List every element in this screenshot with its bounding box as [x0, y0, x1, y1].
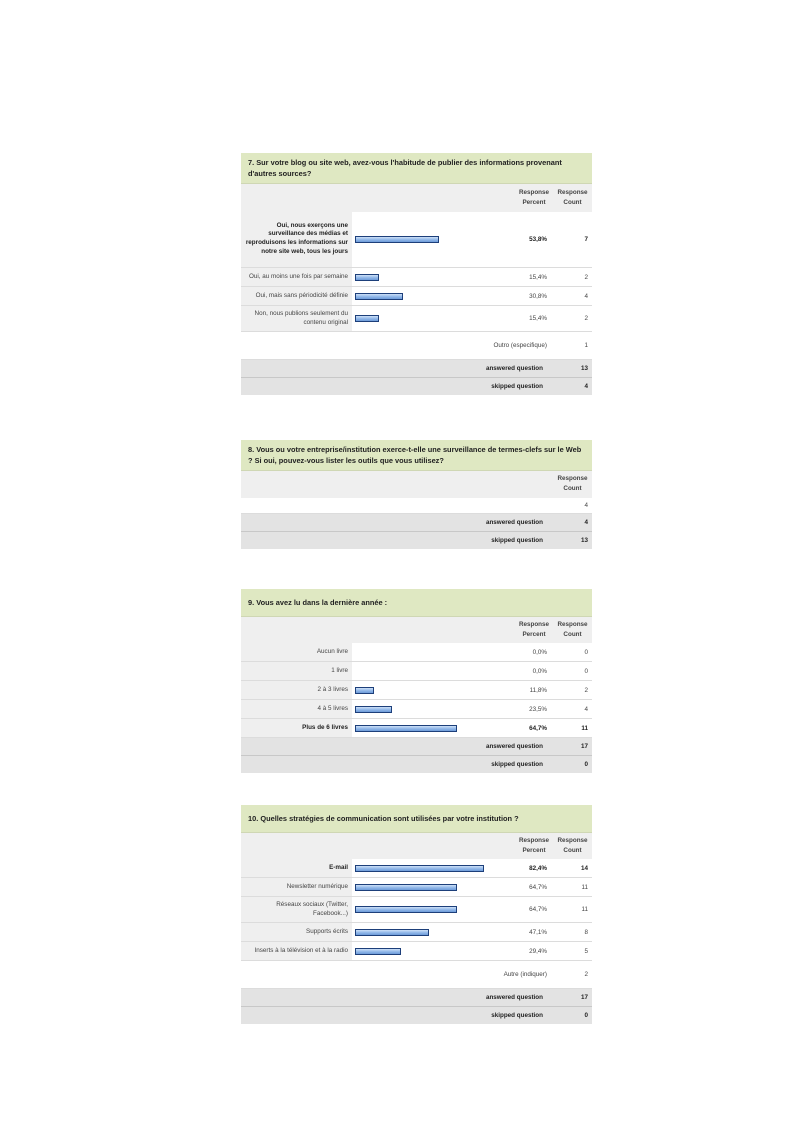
other-row [241, 961, 592, 989]
response-bar [355, 687, 374, 694]
answer-label: 2 à 3 livres [241, 681, 352, 700]
skipped-label: skipped question [241, 531, 553, 549]
answered-row [241, 360, 592, 378]
response-count: 14 [553, 859, 592, 878]
response-percent: 47,1% [515, 923, 553, 942]
skipped-row [241, 531, 592, 549]
response-percent: 15,4% [515, 268, 553, 287]
answer-label: Newsletter numérique [241, 878, 352, 897]
answered-row [241, 513, 592, 531]
answered-count: 17 [553, 738, 592, 756]
response-count: 8 [553, 923, 592, 942]
header-spacer [241, 616, 515, 643]
response-count: 11 [553, 897, 592, 923]
response-percent: 11,8% [515, 681, 553, 700]
question-9-table [241, 589, 592, 773]
response-bar [355, 293, 403, 300]
response-count: 0 [553, 643, 592, 662]
response-count-header: Response Count [553, 471, 592, 498]
response-count: 2 [553, 306, 592, 332]
table-row [241, 662, 592, 681]
answer-label: Aucun livre [241, 643, 352, 662]
other-count: 1 [553, 332, 592, 360]
header-spacer [241, 471, 553, 498]
answered-label: answered question [241, 360, 553, 378]
answered-count: 17 [553, 989, 592, 1007]
response-bar [355, 884, 457, 891]
response-count: 11 [553, 878, 592, 897]
response-bar [355, 929, 429, 936]
question-10-title: 10. Quelles stratégies de communication sont utilisées par votre institution ? [241, 805, 592, 832]
other-count: 2 [553, 961, 592, 989]
skipped-count: 4 [553, 378, 592, 396]
response-percent: 82,4% [515, 859, 553, 878]
response-percent: 29,4% [515, 942, 553, 961]
table-row [241, 287, 592, 306]
header-spacer [241, 832, 515, 859]
response-count: 2 [553, 268, 592, 287]
response-count-header: Response Count [553, 832, 592, 859]
skipped-row [241, 1007, 592, 1025]
question-9-title: 9. Vous avez lu dans la dernière année : [241, 589, 592, 616]
header-spacer [241, 184, 515, 212]
response-count-header: Response Count [553, 184, 592, 212]
answer-label: Oui, au moins une fois par semaine [241, 268, 352, 287]
question-8-title: 8. Vous ou votre entreprise/institution exerce-t-elle une surveillance de termes-clefs sur le Web ? Si oui, pouvez-vous lister les outils que vous utilisez? [241, 440, 592, 471]
table-row [241, 878, 592, 897]
skipped-row [241, 378, 592, 396]
response-percent: 64,7% [515, 719, 553, 738]
question-10-table [241, 805, 592, 1024]
table-row [241, 923, 592, 942]
response-percent-header: Response Percent [515, 616, 553, 643]
answer-label: E-mail [241, 859, 352, 878]
response-count-header: Response Count [553, 616, 592, 643]
question-8-table [241, 440, 592, 549]
skipped-count: 0 [553, 1007, 592, 1025]
response-count: 0 [553, 662, 592, 681]
response-percent: 53,8% [515, 212, 553, 268]
answer-label: 4 à 5 livres [241, 700, 352, 719]
response-bar [355, 725, 457, 732]
response-count: 7 [553, 212, 592, 268]
answered-row [241, 738, 592, 756]
answered-row [241, 989, 592, 1007]
response-count: 5 [553, 942, 592, 961]
skipped-label: skipped question [241, 1007, 553, 1025]
table-row [241, 942, 592, 961]
table-row [241, 212, 592, 268]
response-bar [355, 315, 379, 322]
answered-label: answered question [241, 513, 553, 531]
response-percent: 64,7% [515, 897, 553, 923]
answer-label: Oui, nous exerçons une surveillance des médias et reproduisons les informations sur notre site web, tous les jours [241, 212, 352, 268]
response-bar [355, 906, 457, 913]
answer-label: Réseaux sociaux (Twitter, Facebook...) [241, 897, 352, 923]
table-row [241, 681, 592, 700]
response-percent: 30,8% [515, 287, 553, 306]
answer-label: Non, nous publions seulement du contenu original [241, 306, 352, 332]
response-percent: 0,0% [515, 662, 553, 681]
answer-label: Plus de 6 livres [241, 719, 352, 738]
response-percent: 0,0% [515, 643, 553, 662]
answer-label: Supports écrits [241, 923, 352, 942]
response-bar [355, 948, 401, 955]
response-count: 2 [553, 681, 592, 700]
skipped-count: 13 [553, 531, 592, 549]
table-row [241, 268, 592, 287]
response-percent: 15,4% [515, 306, 553, 332]
skipped-label: skipped question [241, 378, 553, 396]
response-bar [355, 865, 484, 872]
table-row [241, 897, 592, 923]
response-count: 4 [553, 287, 592, 306]
table-row [241, 859, 592, 878]
response-percent-header: Response Percent [515, 832, 553, 859]
response-count: 4 [553, 498, 592, 514]
response-bar [355, 706, 392, 713]
skipped-label: skipped question [241, 756, 553, 774]
skipped-row [241, 756, 592, 774]
response-count: 11 [553, 719, 592, 738]
answer-label: 1 livre [241, 662, 352, 681]
skipped-count: 0 [553, 756, 592, 774]
answered-count: 13 [553, 360, 592, 378]
table-row [241, 306, 592, 332]
table-row [241, 643, 592, 662]
other-label[interactable]: Autre (indiquer) [241, 961, 553, 989]
question-7-title: 7. Sur votre blog ou site web, avez-vous l'habitude de publier des informations provenant d'autres sources? [241, 153, 592, 184]
response-bar [355, 274, 379, 281]
other-row [241, 332, 592, 360]
answer-label: Oui, mais sans périodicité définie [241, 287, 352, 306]
response-percent-header: Response Percent [515, 184, 553, 212]
other-label[interactable]: Outro (especifique) [241, 332, 553, 360]
response-percent: 64,7% [515, 878, 553, 897]
response-count-row [241, 498, 592, 514]
response-percent: 23,5% [515, 700, 553, 719]
answered-label: answered question [241, 738, 553, 756]
answered-label: answered question [241, 989, 553, 1007]
response-count: 4 [553, 700, 592, 719]
answer-label: Inserts à la télévision et à la radio [241, 942, 352, 961]
answered-count: 4 [553, 513, 592, 531]
table-row [241, 700, 592, 719]
question-7-table [241, 153, 592, 395]
table-row [241, 719, 592, 738]
response-bar [355, 236, 439, 243]
